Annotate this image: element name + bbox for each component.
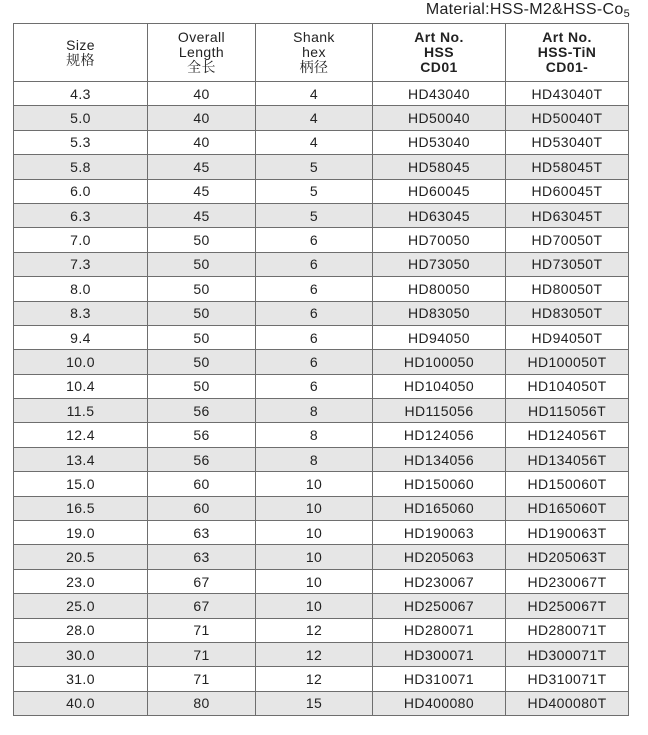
cell-shank-hex: 5 xyxy=(256,179,373,203)
cell-shank-hex: 5 xyxy=(256,155,373,179)
cell-overall-length: 50 xyxy=(148,277,256,301)
cell-art-no-hss: HD205063 xyxy=(373,545,506,569)
cell-shank-hex: 6 xyxy=(256,301,373,325)
cell-shank-hex: 10 xyxy=(256,496,373,520)
cell-shank-hex: 12 xyxy=(256,618,373,642)
cell-size: 25.0 xyxy=(14,594,148,618)
cell-shank-hex: 8 xyxy=(256,447,373,471)
cell-art-no-hss: HD100050 xyxy=(373,350,506,374)
header-art-no-hss-tin-line: Art No. xyxy=(542,29,592,45)
table-row xyxy=(14,594,629,618)
cell-art-no-hss: HD230067 xyxy=(373,569,506,593)
cell-art-no-hss-tin: HD230067T xyxy=(506,569,629,593)
table-body xyxy=(14,82,629,716)
cell-art-no-hss: HD165060 xyxy=(373,496,506,520)
cell-art-no-hss: HD134056 xyxy=(373,447,506,471)
header-art-no-hss-tin-line: CD01- xyxy=(545,59,589,75)
cell-art-no-hss: HD400080 xyxy=(373,691,506,715)
cell-shank-hex: 10 xyxy=(256,594,373,618)
cell-overall-length: 45 xyxy=(148,179,256,203)
table-row xyxy=(14,496,629,520)
header-shank-hex-line: hex xyxy=(302,44,326,60)
cell-overall-length: 50 xyxy=(148,252,256,276)
cell-size: 20.5 xyxy=(14,545,148,569)
table-row xyxy=(14,545,629,569)
table-row xyxy=(14,155,629,179)
cell-art-no-hss: HD310071 xyxy=(373,667,506,691)
cell-size: 9.4 xyxy=(14,325,148,349)
cell-size: 7.3 xyxy=(14,252,148,276)
header-shank-hex-line: Shank xyxy=(293,29,335,45)
cell-art-no-hss: HD300071 xyxy=(373,642,506,666)
cell-art-no-hss-tin: HD190063T xyxy=(506,521,629,545)
cell-shank-hex: 6 xyxy=(256,252,373,276)
table-row xyxy=(14,301,629,325)
header-art-no-hss-tin xyxy=(506,24,629,82)
cell-art-no-hss: HD150060 xyxy=(373,472,506,496)
cell-overall-length: 56 xyxy=(148,447,256,471)
cell-art-no-hss: HD50040 xyxy=(373,106,506,130)
cell-art-no-hss: HD63045 xyxy=(373,203,506,227)
cell-shank-hex: 10 xyxy=(256,569,373,593)
cell-art-no-hss-tin: HD205063T xyxy=(506,545,629,569)
cell-overall-length: 60 xyxy=(148,472,256,496)
material-spec xyxy=(426,1,630,20)
cell-size: 11.5 xyxy=(14,399,148,423)
table-row xyxy=(14,374,629,398)
cell-overall-length: 40 xyxy=(148,106,256,130)
cell-size: 12.4 xyxy=(14,423,148,447)
cell-art-no-hss-tin: HD63045T xyxy=(506,203,629,227)
cell-overall-length: 40 xyxy=(148,82,256,106)
header-overall-length-line: Length xyxy=(178,44,225,60)
cell-art-no-hss: HD280071 xyxy=(373,618,506,642)
cell-art-no-hss-tin: HD165060T xyxy=(506,496,629,520)
cell-art-no-hss: HD124056 xyxy=(373,423,506,447)
cell-art-no-hss-tin: HD250067T xyxy=(506,594,629,618)
header-art-no-hss-tin-line: HSS-TiN xyxy=(537,44,597,60)
table-row xyxy=(14,203,629,227)
cell-overall-length: 80 xyxy=(148,691,256,715)
cell-overall-length: 50 xyxy=(148,374,256,398)
table-row xyxy=(14,228,629,252)
cell-overall-length: 50 xyxy=(148,228,256,252)
cell-shank-hex: 6 xyxy=(256,325,373,349)
cell-overall-length: 71 xyxy=(148,642,256,666)
cell-size: 6.3 xyxy=(14,203,148,227)
table-row xyxy=(14,472,629,496)
cell-art-no-hss: HD94050 xyxy=(373,325,506,349)
cell-art-no-hss: HD73050 xyxy=(373,252,506,276)
cell-size: 28.0 xyxy=(14,618,148,642)
cell-art-no-hss-tin: HD124056T xyxy=(506,423,629,447)
cell-shank-hex: 10 xyxy=(256,521,373,545)
cell-art-no-hss: HD83050 xyxy=(373,301,506,325)
cell-overall-length: 67 xyxy=(148,569,256,593)
table-row xyxy=(14,618,629,642)
cell-art-no-hss: HD43040 xyxy=(373,82,506,106)
cell-art-no-hss: HD53040 xyxy=(373,130,506,154)
material-label: Material:HSS-M2&HSS-Co xyxy=(425,1,624,18)
cell-art-no-hss: HD70050 xyxy=(373,228,506,252)
header-shank-hex xyxy=(256,24,373,82)
cell-art-no-hss-tin: HD150060T xyxy=(506,472,629,496)
cell-size: 4.3 xyxy=(14,82,148,106)
cell-art-no-hss-tin: HD73050T xyxy=(506,252,629,276)
table-row xyxy=(14,350,629,374)
cell-size: 10.0 xyxy=(14,350,148,374)
header-overall-length xyxy=(148,24,256,82)
cell-shank-hex: 4 xyxy=(256,130,373,154)
cell-overall-length: 56 xyxy=(148,423,256,447)
cell-size: 40.0 xyxy=(14,691,148,715)
table-row xyxy=(14,521,629,545)
table-row xyxy=(14,447,629,471)
table-row xyxy=(14,106,629,130)
cell-size: 8.3 xyxy=(14,301,148,325)
header-art-no-hss-line: CD01 xyxy=(420,59,458,75)
cell-shank-hex: 4 xyxy=(256,82,373,106)
cell-overall-length: 63 xyxy=(148,521,256,545)
cell-overall-length: 50 xyxy=(148,301,256,325)
cell-overall-length: 67 xyxy=(148,594,256,618)
cell-art-no-hss-tin: HD400080T xyxy=(506,691,629,715)
table-row xyxy=(14,82,629,106)
cell-shank-hex: 4 xyxy=(256,106,373,130)
header-size-line: 规格 xyxy=(66,51,95,68)
table-row xyxy=(14,252,629,276)
cell-shank-hex: 8 xyxy=(256,399,373,423)
cell-overall-length: 50 xyxy=(148,325,256,349)
cell-overall-length: 71 xyxy=(148,667,256,691)
header-size-line: Size xyxy=(66,36,95,53)
cell-shank-hex: 6 xyxy=(256,374,373,398)
cell-art-no-hss: HD80050 xyxy=(373,277,506,301)
table-row xyxy=(14,691,629,715)
cell-size: 13.4 xyxy=(14,447,148,471)
cell-art-no-hss: HD58045 xyxy=(373,155,506,179)
table-row xyxy=(14,179,629,203)
cell-size: 5.3 xyxy=(14,130,148,154)
cell-art-no-hss-tin: HD94050T xyxy=(506,325,629,349)
header-shank-hex-line: 柄径 xyxy=(299,59,329,75)
cell-size: 30.0 xyxy=(14,642,148,666)
cell-art-no-hss-tin: HD83050T xyxy=(506,301,629,325)
header-art-no-hss-line: HSS xyxy=(424,44,454,60)
cell-size: 8.0 xyxy=(14,277,148,301)
cell-shank-hex: 15 xyxy=(256,691,373,715)
cell-art-no-hss-tin: HD115056T xyxy=(506,399,629,423)
header-size xyxy=(14,24,148,82)
cell-overall-length: 63 xyxy=(148,545,256,569)
cell-size: 5.0 xyxy=(14,106,148,130)
header-art-no-hss-line: Art No. xyxy=(414,29,464,45)
table-row xyxy=(14,130,629,154)
cell-art-no-hss-tin: HD43040T xyxy=(506,82,629,106)
cell-overall-length: 50 xyxy=(148,350,256,374)
cell-overall-length: 56 xyxy=(148,399,256,423)
cell-art-no-hss-tin: HD70050T xyxy=(506,228,629,252)
cell-size: 23.0 xyxy=(14,569,148,593)
cell-size: 31.0 xyxy=(14,667,148,691)
cell-art-no-hss-tin: HD104050T xyxy=(506,374,629,398)
cell-shank-hex: 10 xyxy=(256,545,373,569)
header-overall-length-line: Overall xyxy=(177,29,226,45)
cell-art-no-hss-tin: HD100050T xyxy=(506,350,629,374)
cell-art-no-hss: HD60045 xyxy=(373,179,506,203)
cell-art-no-hss-tin: HD310071T xyxy=(506,667,629,691)
cell-art-no-hss: HD250067 xyxy=(373,594,506,618)
table-header-row xyxy=(14,24,629,82)
cell-art-no-hss-tin: HD60045T xyxy=(506,179,629,203)
cell-size: 5.8 xyxy=(14,155,148,179)
cell-art-no-hss-tin: HD58045T xyxy=(506,155,629,179)
cell-art-no-hss-tin: HD50040T xyxy=(506,106,629,130)
cell-art-no-hss: HD104050 xyxy=(373,374,506,398)
cell-size: 15.0 xyxy=(14,472,148,496)
cell-overall-length: 45 xyxy=(148,155,256,179)
table-row xyxy=(14,325,629,349)
cell-size: 10.4 xyxy=(14,374,148,398)
cell-size: 7.0 xyxy=(14,228,148,252)
cell-art-no-hss: HD190063 xyxy=(373,521,506,545)
table-row xyxy=(14,277,629,301)
cell-shank-hex: 12 xyxy=(256,642,373,666)
cell-art-no-hss-tin: HD300071T xyxy=(506,642,629,666)
cell-art-no-hss-tin: HD53040T xyxy=(506,130,629,154)
product-spec-table xyxy=(13,23,629,716)
table-row xyxy=(14,423,629,447)
cell-size: 16.5 xyxy=(14,496,148,520)
cell-art-no-hss-tin: HD80050T xyxy=(506,277,629,301)
material-subscript: 5 xyxy=(623,8,630,20)
cell-size: 19.0 xyxy=(14,521,148,545)
cell-shank-hex: 12 xyxy=(256,667,373,691)
cell-shank-hex: 8 xyxy=(256,423,373,447)
cell-art-no-hss-tin: HD134056T xyxy=(506,447,629,471)
table-row xyxy=(14,399,629,423)
cell-overall-length: 40 xyxy=(148,130,256,154)
cell-overall-length: 60 xyxy=(148,496,256,520)
table-row xyxy=(14,667,629,691)
header-art-no-hss xyxy=(373,24,506,82)
cell-art-no-hss-tin: HD280071T xyxy=(506,618,629,642)
cell-overall-length: 71 xyxy=(148,618,256,642)
table-row xyxy=(14,642,629,666)
cell-shank-hex: 10 xyxy=(256,472,373,496)
cell-shank-hex: 6 xyxy=(256,228,373,252)
cell-overall-length: 45 xyxy=(148,203,256,227)
table-row xyxy=(14,569,629,593)
cell-shank-hex: 5 xyxy=(256,203,373,227)
cell-size: 6.0 xyxy=(14,179,148,203)
cell-shank-hex: 6 xyxy=(256,350,373,374)
cell-shank-hex: 6 xyxy=(256,277,373,301)
cell-art-no-hss: HD115056 xyxy=(373,399,506,423)
header-overall-length-line: 全长 xyxy=(187,59,216,75)
